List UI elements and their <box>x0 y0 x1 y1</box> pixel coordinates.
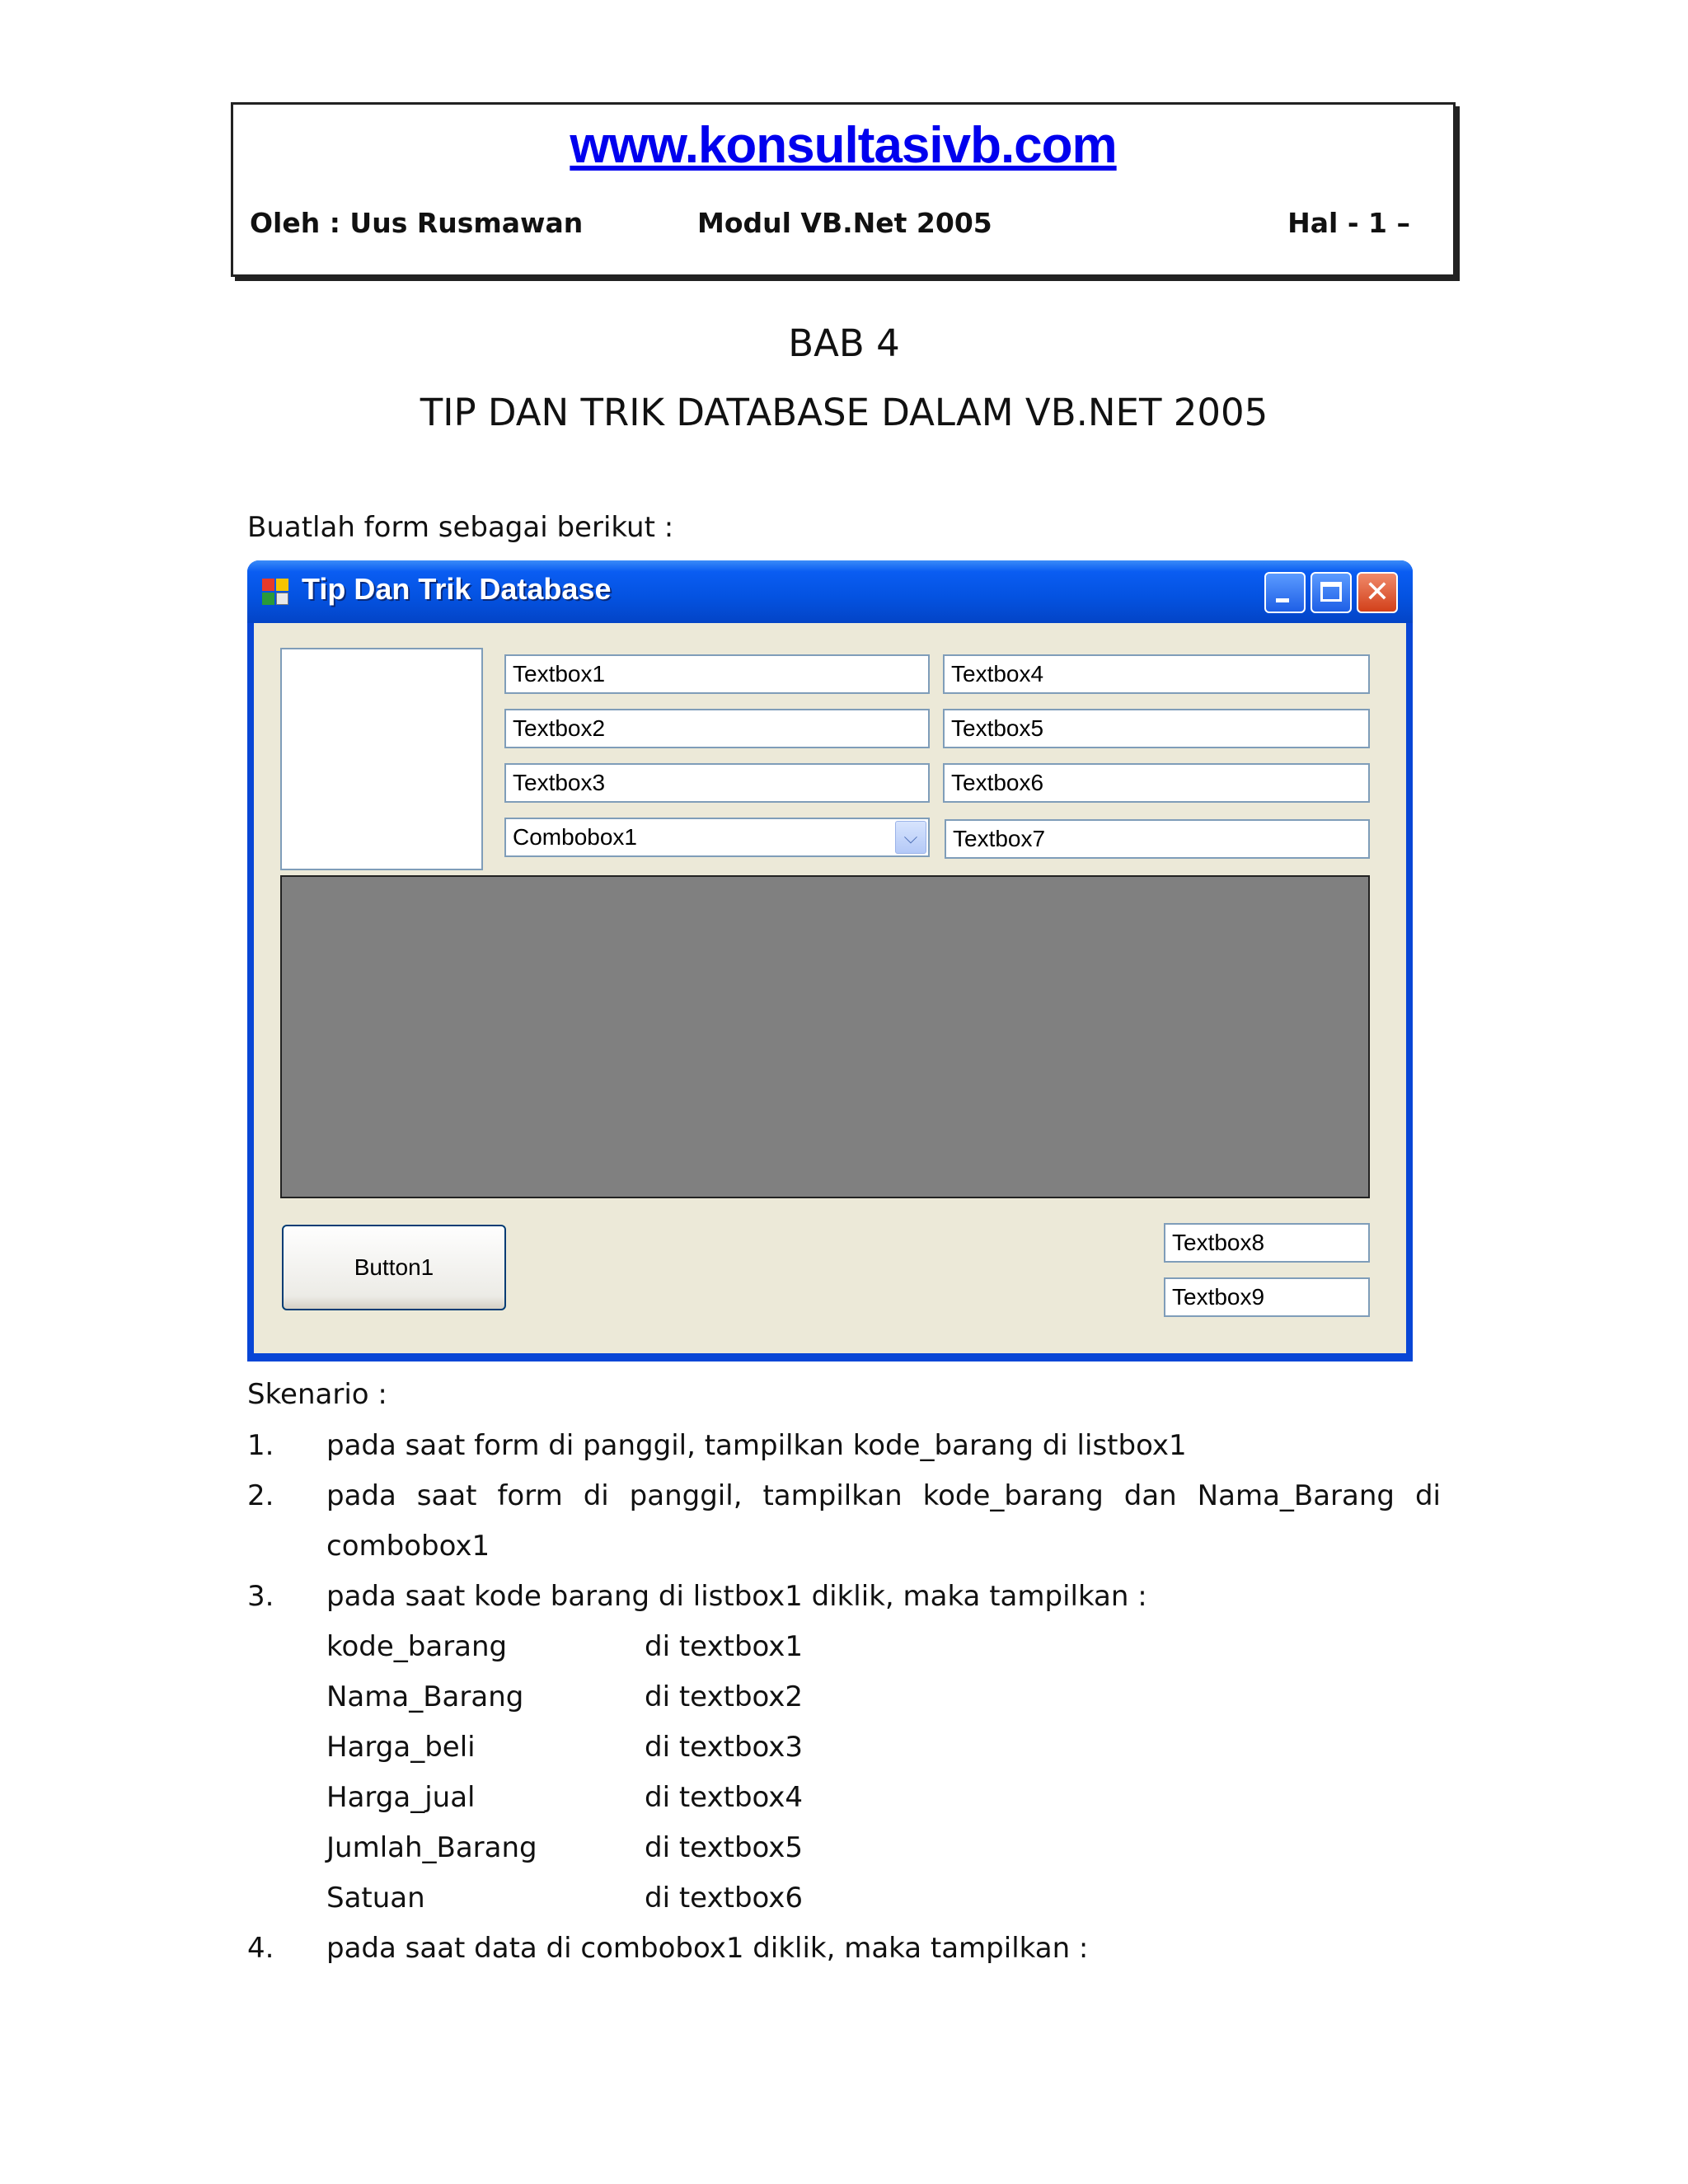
textbox6[interactable]: Textbox6 <box>943 763 1370 803</box>
mapping-target: di textbox6 <box>645 1882 804 1915</box>
maximize-button[interactable] <box>1311 572 1352 613</box>
window-title: Tip Dan Trik Database <box>302 572 612 606</box>
minimize-icon <box>1276 598 1289 602</box>
list-item: pada saat form di panggil, tampilkan kode_barang di listbox1 <box>326 1429 1187 1462</box>
list-item: pada saat data di combobox1 diklik, maka tampilkan : <box>326 1932 1089 1965</box>
list-number: 1. <box>247 1429 274 1462</box>
chevron-down-icon[interactable]: ⌵ <box>895 821 926 854</box>
mapping-target: di textbox3 <box>645 1731 804 1764</box>
mapping-field: Satuan <box>326 1882 425 1915</box>
textbox1[interactable]: Textbox1 <box>504 654 930 694</box>
close-button[interactable] <box>1357 572 1398 613</box>
button1-label: Button1 <box>354 1254 434 1280</box>
mapping-field: Nama_Barang <box>326 1680 524 1713</box>
site-link[interactable]: www.konsultasivb.com <box>570 117 1117 174</box>
list-item: pada saat kode barang di listbox1 diklik, maka tampilkan : <box>326 1580 1147 1613</box>
document-header <box>231 102 1456 277</box>
mapping-target: di textbox2 <box>645 1680 804 1713</box>
mapping-target: di textbox4 <box>645 1781 804 1814</box>
mapping-target: di textbox1 <box>645 1630 804 1663</box>
textbox4[interactable]: Textbox4 <box>943 654 1370 694</box>
list-number: 4. <box>247 1932 274 1965</box>
author-label: Oleh : Uus Rusmawan <box>250 207 584 239</box>
page-number: Hal - 1 – <box>1287 207 1410 239</box>
module-label: Modul VB.Net 2005 <box>697 207 992 239</box>
listbox1[interactable] <box>280 648 483 870</box>
minimize-button[interactable] <box>1264 572 1306 613</box>
combobox1-value: Combobox1 <box>513 824 637 850</box>
mapping-field: kode_barang <box>326 1630 508 1663</box>
mapping-field: Harga_beli <box>326 1731 476 1764</box>
chapter-number: BAB 4 <box>788 321 900 365</box>
app-icon <box>262 579 290 607</box>
textbox5[interactable]: Textbox5 <box>943 709 1370 748</box>
textbox9[interactable]: Textbox9 <box>1164 1277 1370 1317</box>
textbox2[interactable]: Textbox2 <box>504 709 930 748</box>
mapping-field: Jumlah_Barang <box>326 1831 537 1864</box>
mapping-target: di textbox5 <box>645 1831 804 1864</box>
textbox7[interactable]: Textbox7 <box>945 819 1370 859</box>
list-item: pada saat form di panggil, tampilkan kode_barang dan Nama_Barang di <box>326 1479 1441 1512</box>
form-window <box>247 560 1413 1361</box>
list-number: 3. <box>247 1580 274 1613</box>
button1[interactable] <box>282 1225 506 1310</box>
textbox3[interactable]: Textbox3 <box>504 763 930 803</box>
scenario-heading: Skenario : <box>247 1378 387 1411</box>
window-titlebar[interactable] <box>247 560 1413 623</box>
mapping-field: Harga_jual <box>326 1781 476 1814</box>
list-item-continuation: combobox1 <box>326 1530 490 1563</box>
chapter-title: TIP DAN TRIK DATABASE DALAM VB.NET 2005 <box>420 391 1268 434</box>
list-number: 2. <box>247 1479 274 1512</box>
maximize-icon <box>1320 582 1342 602</box>
datagridview[interactable] <box>280 875 1370 1198</box>
textbox8[interactable]: Textbox8 <box>1164 1223 1370 1263</box>
form-client-area <box>254 623 1406 1353</box>
intro-text: Buatlah form sebagai berikut : <box>247 511 674 544</box>
combobox1[interactable] <box>504 818 930 857</box>
close-icon: ✕ <box>1364 575 1390 609</box>
